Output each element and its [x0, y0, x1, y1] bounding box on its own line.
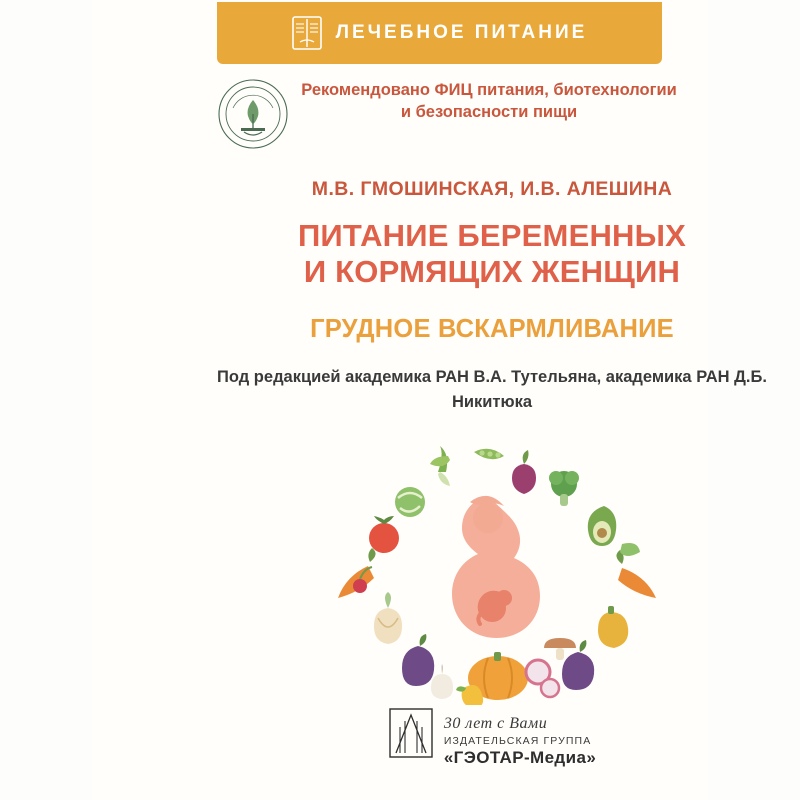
radish [526, 660, 559, 697]
recommendation-text: Рекомендовано ФИЦ питания, биотехнологии и безопасности пищи [301, 81, 677, 121]
authors-line: М.В. ГМОШИНСКАЯ, И.В. АЛЕШИНА [311, 178, 673, 200]
book-icon [292, 16, 322, 50]
onion [374, 592, 402, 644]
pregnant-woman-silhouette-with-fetus [452, 496, 540, 638]
tomato [369, 516, 399, 553]
title-line-1: ПИТАНИЕ БЕРЕМЕННЫХ [297, 218, 687, 253]
fic-seal-icon [217, 78, 289, 150]
publisher-name: «ГЭОТАР-Медиа» [443, 747, 597, 767]
cover-canvas [92, 0, 767, 800]
pregnant-woman-vegetables-wreath-illustration [292, 440, 692, 705]
bell-pepper [598, 606, 628, 648]
pea-pod [474, 449, 504, 459]
publisher-text-block [444, 705, 596, 767]
recommendation-block [217, 78, 677, 150]
series-banner [217, 2, 662, 64]
garlic [431, 664, 453, 699]
page-title [184, 218, 800, 291]
editors-text: Под редакцией академика РАН В.А. Тутельяна, академика РАН Д.Б. Никитюка [217, 368, 767, 411]
publisher-anniversary: 30 лет с Вами [443, 715, 548, 732]
geotar-media-logo-icon [388, 705, 434, 761]
cabbage [395, 487, 425, 517]
broccoli [549, 471, 579, 506]
eggplant-left [402, 634, 434, 686]
publisher-logo [184, 705, 800, 767]
page-subtitle: ГРУДНОЕ ВСКАРМЛИВАНИЕ [310, 315, 674, 343]
beet [512, 450, 536, 494]
avocado [588, 506, 616, 546]
carrot [616, 550, 656, 598]
editors-note [184, 365, 800, 415]
title-line-2: И КОРМЯЩИХ ЖЕНЩИН [303, 254, 681, 290]
series-label: ЛЕЧЕБНОЕ ПИТАНИЕ [335, 22, 588, 43]
publisher-group: ИЗДАТЕЛЬСКАЯ ГРУППА [443, 735, 592, 747]
lettuce [620, 543, 640, 556]
